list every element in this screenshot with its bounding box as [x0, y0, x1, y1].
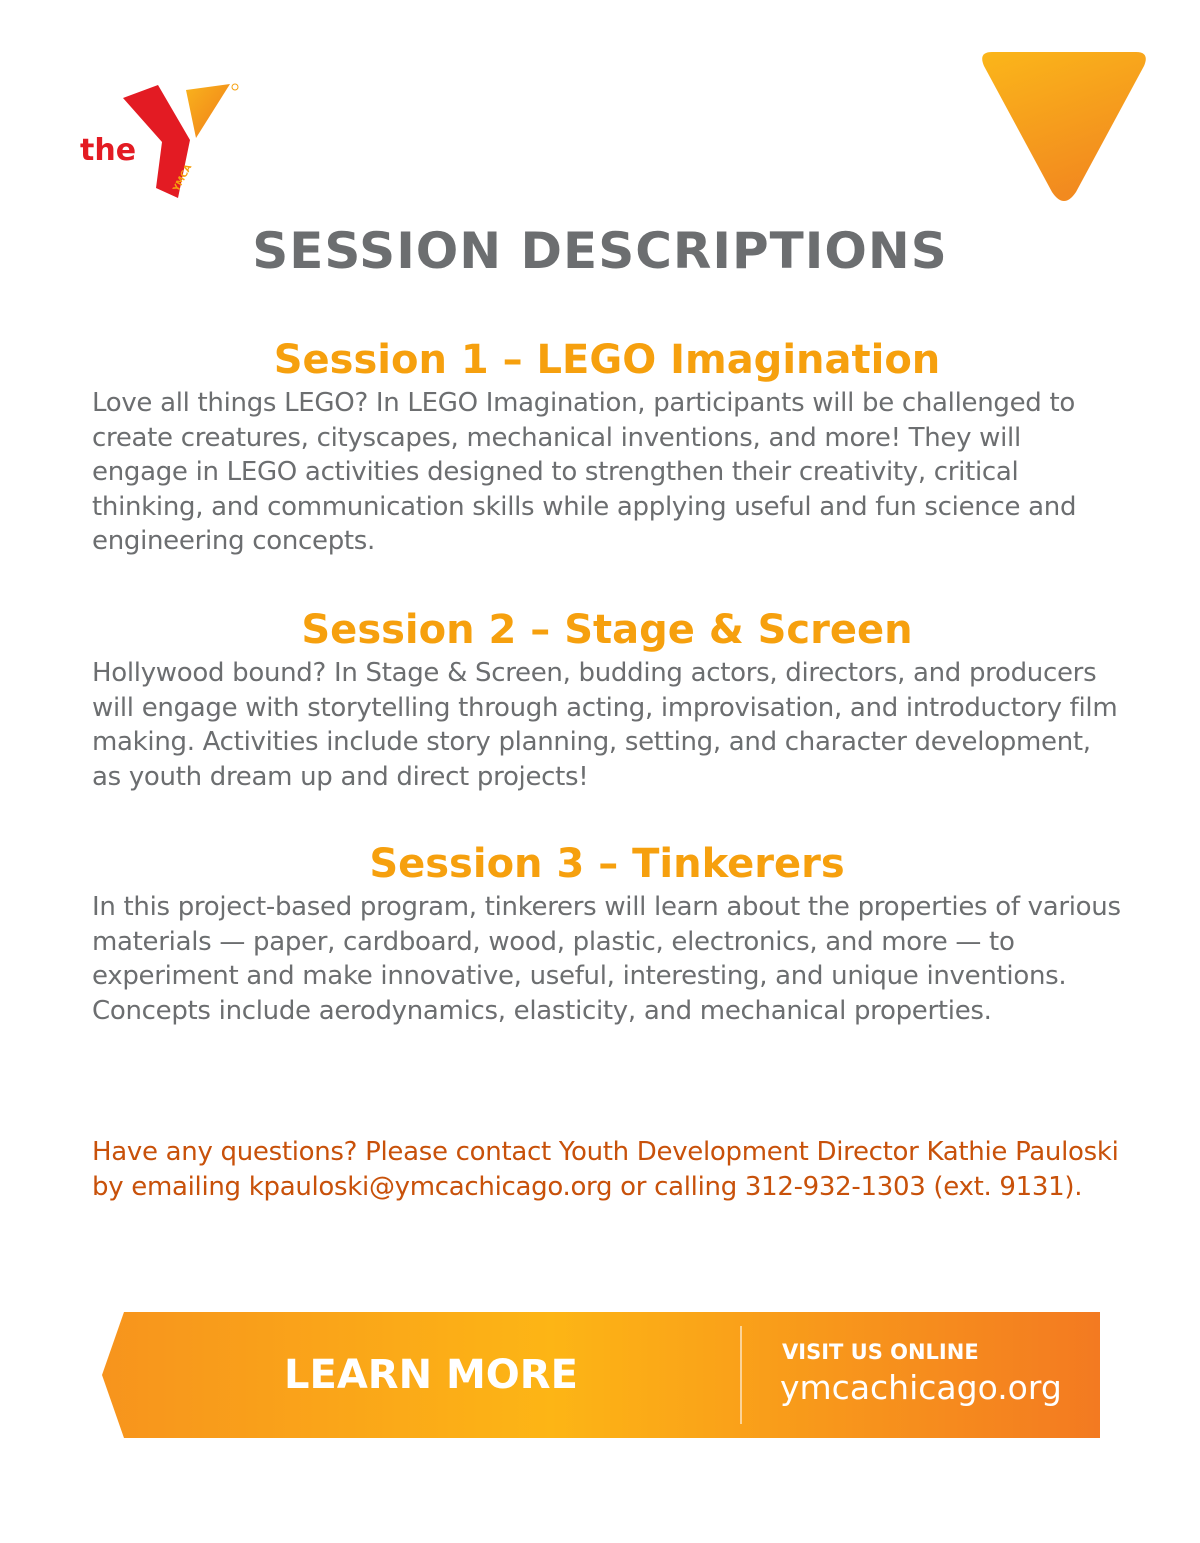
session-2-description: Hollywood bound? In Stage & Screen, budding actors, directors, and producers will engage with storytelling through acting, improvisation, and introductory film making. Activities include story planning, setting, and character development, as youth dream up and direct projects! — [92, 658, 1118, 792]
logo-y-right-arm — [186, 84, 230, 138]
visit-us-online-label: VISIT US ONLINE — [782, 1340, 979, 1364]
session-3-description: In this project-based program, tinkerers will learn about the properties of various materials — paper, cardboard, wood, plastic, electronics, and more — to experiment and make innovative, useful, interesting, and unique inventions. Concepts include aerodynamics, elasticity, and mechanical properties. — [92, 892, 1121, 1026]
session-2-heading: Session 2 – Stage & Screen — [301, 607, 913, 653]
website-link[interactable]: ymcachicago.org — [780, 1368, 1062, 1407]
banner-divider — [740, 1326, 742, 1424]
logo-the-text: the — [80, 133, 137, 168]
session-3 — [92, 838, 1122, 1028]
contact-info: Have any questions? Please contact Youth Development Director Kathie Pauloski by emailing kpauloski@ymcachicago.org or calling 312-932-1303 (ext. 9131). — [92, 1137, 1119, 1202]
corner-triangle-shape — [978, 50, 1150, 202]
learn-more-banner[interactable] — [100, 1310, 1100, 1440]
session-3-heading: Session 3 – Tinkerers — [369, 841, 845, 887]
session-2 — [92, 604, 1122, 794]
registered-mark-icon — [232, 84, 238, 90]
page-title: SESSION DESCRIPTIONS — [252, 222, 948, 280]
session-1-heading: Session 1 – LEGO Imagination — [273, 337, 941, 383]
learn-more-button[interactable]: LEARN MORE — [284, 1350, 584, 1400]
ymca-logo — [78, 80, 248, 210]
session-1-description: Love all things LEGO? In LEGO Imagination, participants will be challenged to create creatures, cityscapes, mechanical inventions, and more! They will engage in LEGO activities designed to strengthen their creativity, critical thinking, and communication skills while applying useful and fun science and engineering concepts. — [92, 388, 1077, 556]
session-1 — [92, 334, 1122, 559]
logo-ymca-text: YMCA — [171, 163, 195, 194]
